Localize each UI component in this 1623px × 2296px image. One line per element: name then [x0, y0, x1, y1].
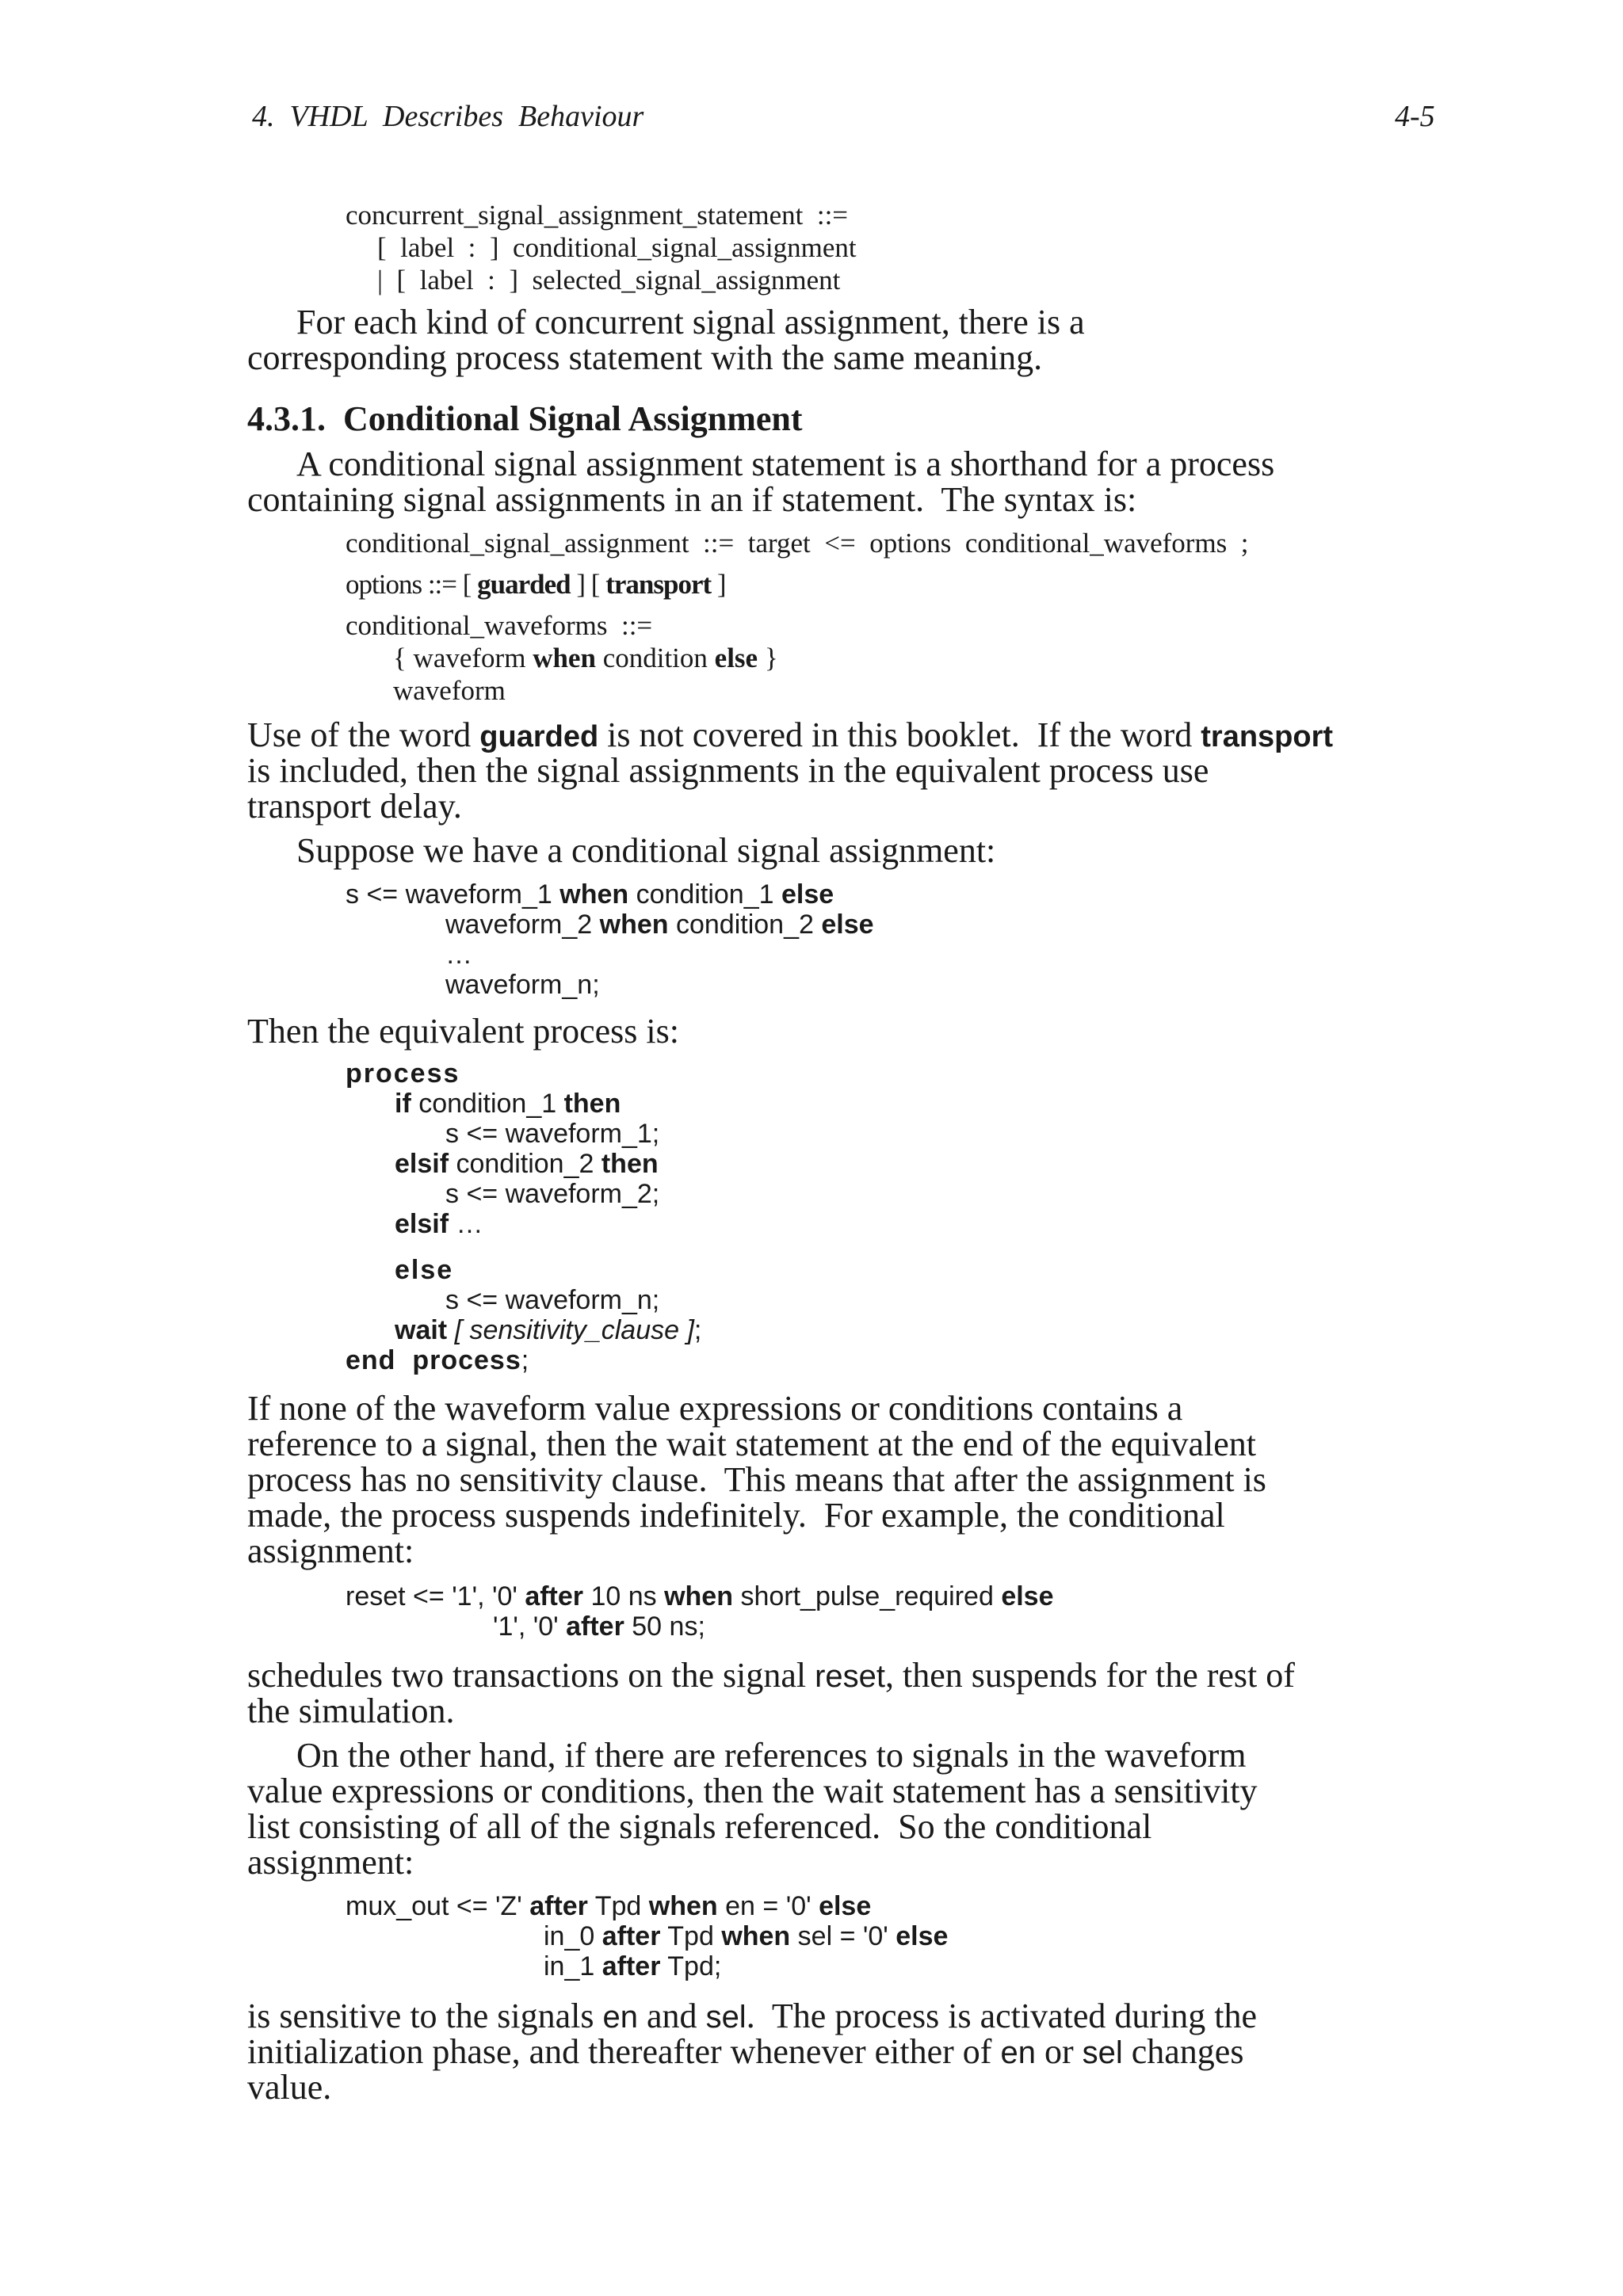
keyword-wait: wait — [395, 1315, 448, 1345]
code-line — [346, 881, 834, 908]
paragraph-line: corresponding process statement with the same meaning. — [247, 338, 1043, 377]
code-line — [395, 1317, 701, 1344]
paragraph-line: reference to a signal, then the wait statement at the end of the equivalent — [247, 1425, 1257, 1463]
keyword-else: else — [896, 1921, 949, 1951]
text-span: Tpd — [587, 1891, 649, 1921]
signal-name-reset: reset — [815, 1659, 886, 1694]
text-span: condition — [595, 643, 715, 673]
text-span: in_0 — [544, 1921, 602, 1951]
keyword-else: else — [819, 1891, 872, 1921]
paragraph-line: Suppose we have a conditional signal assignment: — [296, 831, 996, 870]
text-span: Tpd; — [660, 1951, 722, 1981]
paragraph-line: assignment: — [247, 1843, 414, 1882]
text-span: { waveform — [393, 643, 533, 673]
text-span: . The process is activated during the — [746, 1997, 1258, 2035]
grammar-options-line — [346, 570, 726, 598]
text-span: Use of the word — [247, 715, 480, 754]
code-line — [346, 1347, 529, 1374]
code-line — [445, 911, 874, 938]
code-line — [544, 1953, 721, 1980]
code-line — [544, 1923, 948, 1950]
grammar-line — [393, 644, 778, 672]
keyword-else: else — [1001, 1581, 1054, 1611]
paragraph-line — [247, 1658, 1295, 1693]
keyword-if: if — [395, 1089, 411, 1119]
paragraph-line: is included, then the signal assignments in the equivalent process use — [247, 751, 1209, 790]
text-span: ; — [521, 1345, 530, 1375]
grammar-line: conditional_waveforms ::= — [346, 610, 653, 641]
text-span: ] [ — [570, 569, 606, 600]
page-number: 4-5 — [1395, 100, 1435, 133]
keyword-else: else — [821, 910, 874, 940]
text-span: condition_2 — [668, 910, 822, 940]
keyword-when: when — [721, 1921, 791, 1951]
paragraph-line: the simulation. — [247, 1691, 455, 1730]
keyword-else: else — [714, 643, 758, 673]
text-span: [ sensitivity_clause ] — [447, 1315, 694, 1345]
paragraph-line: Then the equivalent process is: — [247, 1012, 679, 1051]
text-span: options ::= [ — [346, 569, 478, 600]
section-heading: 4.3.1. Conditional Signal Assignment — [247, 399, 803, 438]
code-line: s <= waveform_2; — [445, 1179, 660, 1209]
signal-name-sel: sel — [1082, 2035, 1123, 2070]
paragraph-line — [247, 1999, 1257, 2034]
text-span: schedules two transactions on the signal — [247, 1656, 815, 1695]
text-span: initialization phase, and thereafter whenever either of — [247, 2032, 1001, 2071]
code-line — [346, 1893, 871, 1920]
running-header-chapter: 4. VHDL Describes Behaviour — [252, 100, 644, 133]
keyword-else: else — [395, 1255, 454, 1285]
code-line — [395, 1090, 621, 1117]
keyword-when: when — [559, 879, 629, 910]
keyword-else: else — [781, 879, 834, 910]
paragraph-line: value expressions or conditions, then the wait statement has a sensitivity — [247, 1772, 1258, 1810]
text-span: is not covered in this booklet. If the word — [598, 715, 1201, 754]
text-span: '1', '0' — [493, 1611, 567, 1642]
text-span: short_pulse_required — [733, 1581, 1002, 1611]
code-line: waveform_n; — [445, 970, 600, 1000]
code-line — [346, 1060, 460, 1087]
keyword-guarded: guarded — [479, 720, 599, 753]
text-span: Tpd — [660, 1921, 722, 1951]
code-line — [395, 1211, 483, 1238]
code-line — [346, 1583, 1054, 1610]
grammar-line: concurrent_signal_assignment_statement ::= — [346, 200, 849, 231]
text-span: , then suspends for the rest of — [885, 1656, 1295, 1695]
keyword-process: process — [346, 1058, 460, 1089]
grammar-line: | [ label : ] selected_signal_assignment — [377, 265, 841, 296]
keyword-transport: transport — [1201, 720, 1334, 753]
paragraph-line: list consisting of all of the signals referenced. So the conditional — [247, 1807, 1152, 1846]
paragraph-line: For each kind of concurrent signal assignment, there is a — [296, 303, 1085, 341]
code-line — [395, 1150, 659, 1177]
paragraph-line: transport delay. — [247, 787, 462, 826]
keyword-after: after — [566, 1611, 624, 1642]
keyword-when: when — [599, 910, 669, 940]
paragraph-line: assignment: — [247, 1531, 414, 1570]
paragraph-line: A conditional signal assignment statement is a shorthand for a process — [296, 444, 1275, 483]
keyword-transport: transport — [605, 569, 712, 600]
keyword-after: after — [601, 1951, 661, 1981]
code-line — [493, 1613, 705, 1640]
paragraph-line — [247, 2032, 1244, 2071]
signal-name-sel: sel — [705, 2000, 747, 2035]
text-span: sel = '0' — [790, 1921, 896, 1951]
code-line — [395, 1257, 453, 1283]
text-span: in_1 — [544, 1951, 602, 1981]
keyword-then: then — [563, 1089, 621, 1119]
code-line: s <= waveform_1; — [445, 1119, 660, 1149]
keyword-after: after — [529, 1891, 588, 1921]
keyword-after: after — [525, 1581, 584, 1611]
grammar-line: conditional_signal_assignment ::= target <= options conditional_waveforms ; — [346, 528, 1249, 559]
text-span: } — [758, 643, 778, 673]
paragraph-line: If none of the waveform value expressions or conditions contains a — [247, 1389, 1183, 1428]
text-span: waveform_2 — [445, 910, 600, 940]
code-line: … — [445, 940, 472, 970]
grammar-line: [ label : ] conditional_signal_assignment — [377, 232, 857, 263]
paragraph-line: On the other hand, if there are references to signals in the waveform — [296, 1736, 1247, 1775]
paragraph-line — [247, 715, 1334, 754]
paragraph-line: value. — [247, 2068, 332, 2107]
paragraph-line: process has no sensitivity clause. This means that after the assignment is — [247, 1460, 1266, 1499]
text-span: s <= waveform_1 — [346, 879, 560, 910]
keyword-when: when — [648, 1891, 718, 1921]
keyword-end-process: end process — [346, 1345, 521, 1375]
text-span: en = '0' — [717, 1891, 819, 1921]
keyword-then: then — [601, 1149, 659, 1179]
paragraph-line: containing signal assignments in an if statement. The syntax is: — [247, 480, 1137, 519]
keyword-when: when — [533, 643, 596, 673]
text-span: mux_out <= 'Z' — [346, 1891, 530, 1921]
text-span: 10 ns — [583, 1581, 665, 1611]
keyword-when: when — [664, 1581, 733, 1611]
text-span: ; — [693, 1315, 702, 1345]
text-span: condition_1 — [628, 879, 781, 910]
text-span: condition_2 — [449, 1149, 601, 1179]
text-span: or — [1035, 2032, 1083, 2071]
text-span: condition_1 — [411, 1089, 564, 1119]
text-span: … — [449, 1209, 483, 1239]
text-span: reset <= '1', '0' — [346, 1581, 525, 1611]
keyword-guarded: guarded — [477, 569, 571, 600]
text-span: is sensitive to the signals — [247, 1997, 603, 2035]
keyword-elsif: elsif — [395, 1149, 449, 1179]
text-span: 50 ns; — [624, 1611, 705, 1642]
signal-name-en: en — [1000, 2035, 1036, 2070]
text-span: ] — [711, 569, 726, 600]
code-line: s <= waveform_n; — [445, 1285, 660, 1315]
text-span: and — [638, 1997, 706, 2035]
keyword-elsif: elsif — [395, 1209, 449, 1239]
signal-name-en: en — [602, 2000, 639, 2035]
text-span: changes — [1122, 2032, 1244, 2071]
paragraph-line: made, the process suspends indefinitely. For example, the conditional — [247, 1496, 1225, 1535]
grammar-line: waveform — [393, 675, 506, 706]
keyword-after: after — [601, 1921, 661, 1951]
